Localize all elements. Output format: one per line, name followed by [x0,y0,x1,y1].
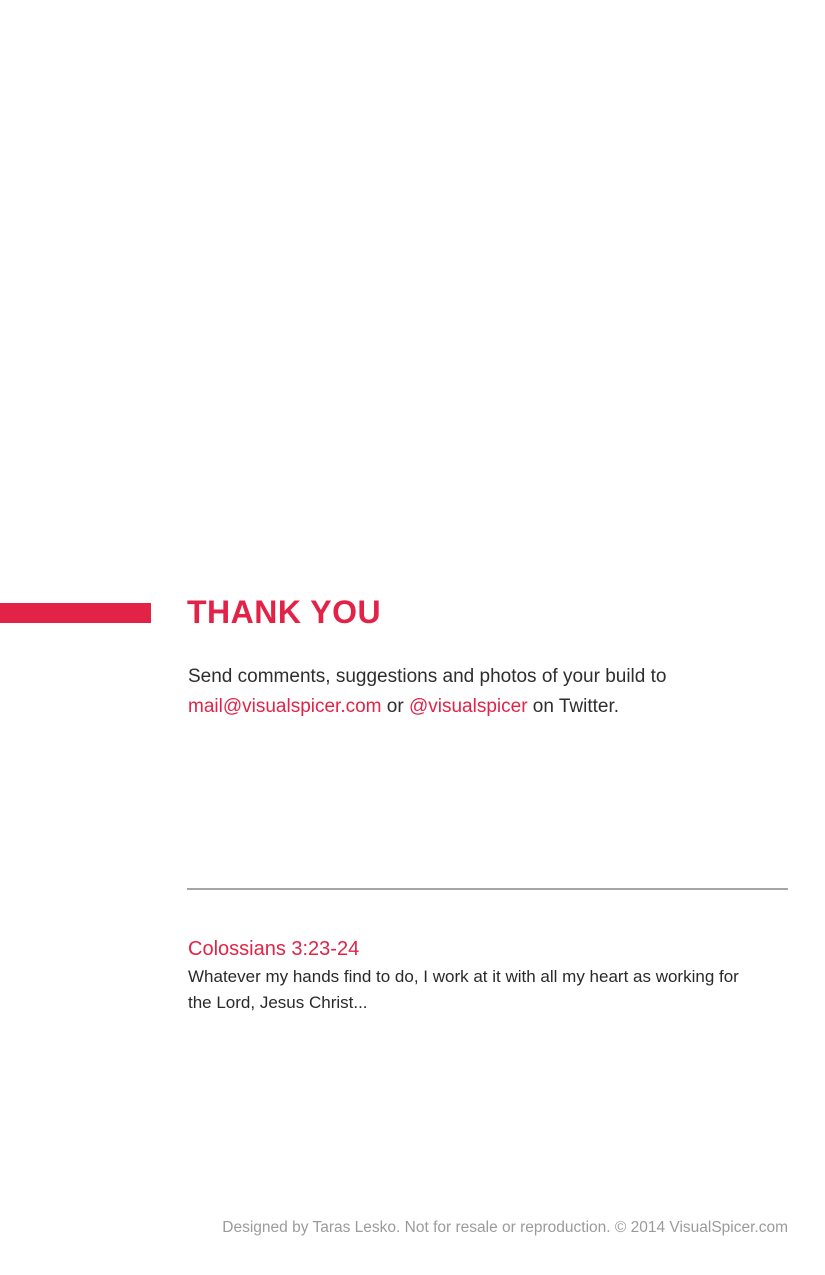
verse-reference: Colossians 3:23-24 [188,938,360,960]
twitter-link[interactable]: @visualspicer [408,696,528,717]
email-link[interactable]: mail@visualspicer.com [188,696,382,717]
footer-credit: Designed by Taras Lesko. Not for resale or reproduction. © 2014 VisualSpicer.com [222,1219,788,1236]
verse-text-line2: the Lord, Jesus Christ... [188,993,368,1012]
contact-message-line2 [188,692,666,722]
verse-text-line1: Whatever my hands find to do, I work at it with all my heart as working for [188,967,739,986]
accent-bar [0,603,151,623]
thank-you-title: THANK YOU [187,594,382,630]
contact-message-mid: or [381,696,409,717]
contact-message-text: Send comments, suggestions and photos of your build to [188,666,667,687]
contact-message-line1 [188,662,666,692]
verse-text [188,964,739,1016]
contact-message [188,662,666,722]
contact-message-suffix: on Twitter. [527,696,620,717]
divider-line [187,888,788,890]
